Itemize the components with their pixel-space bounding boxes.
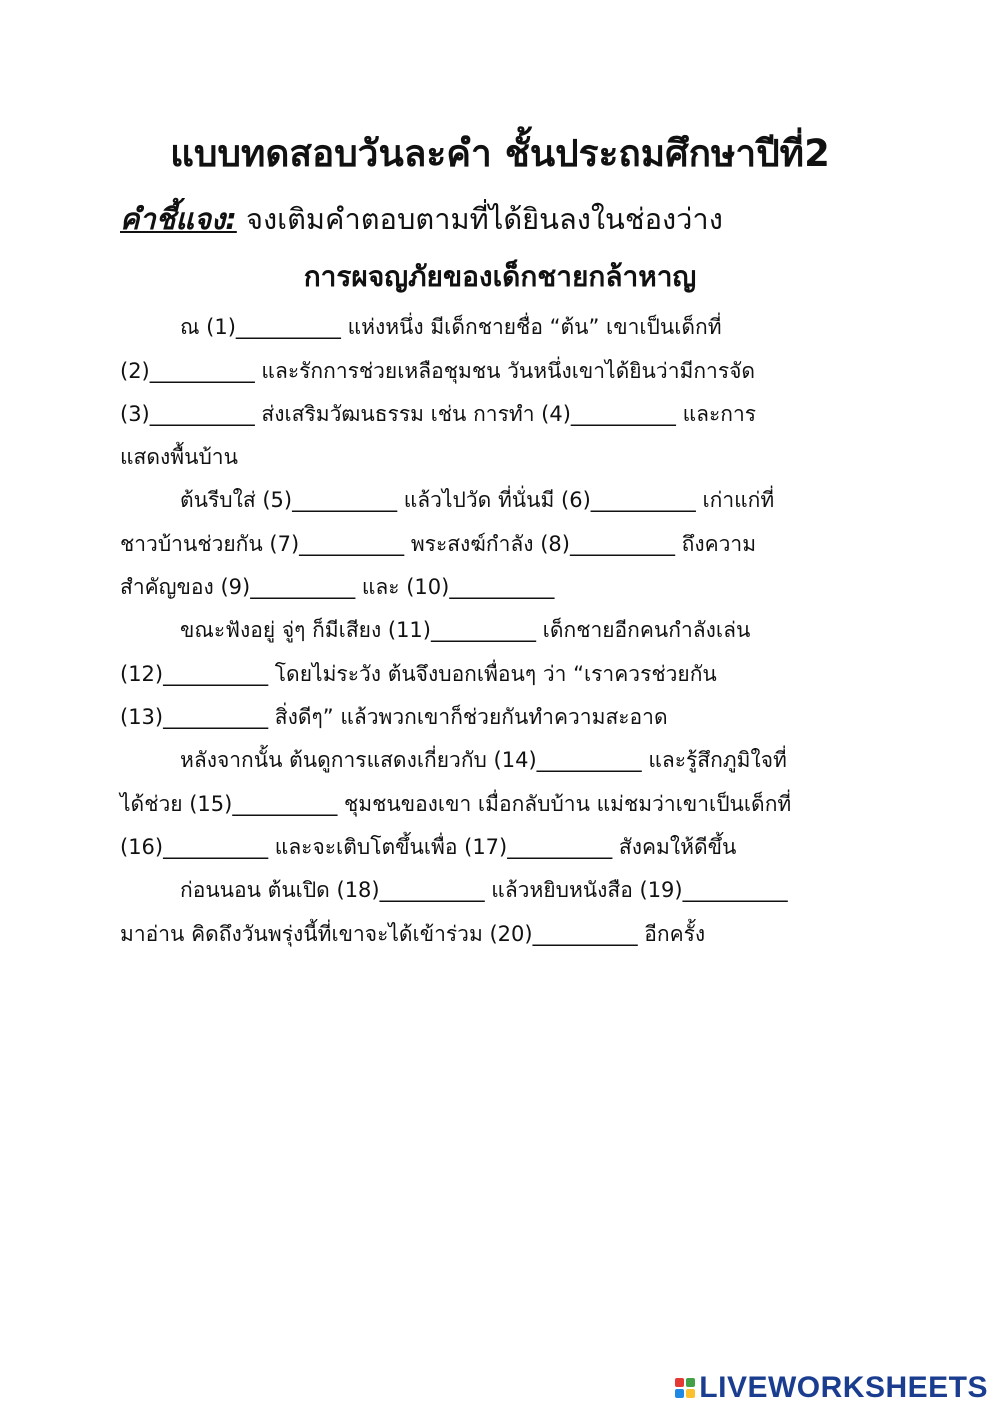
instruction-label: คำชี้แจง: xyxy=(120,202,237,236)
story-line: ณ (1)__________ แห่งหนึ่ง มีเด็กชายชื่อ “ต้น” เขาเป็นเด็กที่ xyxy=(180,315,722,339)
story-line: ชาวบ้านช่วยกัน (7)__________ พระสงฆ์กำลัง (8)__________ ถึงความ xyxy=(120,532,757,556)
story-line: (2)__________ และรักการช่วยเหลือชุมชน วันหนึ่งเขาได้ยินว่ามีการจัด xyxy=(120,359,756,383)
story-line: แสดงพื้นบ้าน xyxy=(120,445,238,469)
story-line: (12)__________ โดยไม่ระวัง ต้นจึงบอกเพื่อนๆ ว่า “เราควรช่วยกัน xyxy=(120,662,717,686)
story-line: หลังจากนั้น ต้นดูการแสดงเกี่ยวกับ (14)__________ และรู้สึกภูมิใจที่ xyxy=(180,748,787,772)
story-line: (13)__________ สิ่งดีๆ” แล้วพวกเขาก็ช่วยกันทำความสะอาด xyxy=(120,705,668,729)
instruction xyxy=(120,196,723,242)
footer-logo[interactable] xyxy=(675,1370,988,1406)
story-line: ก่อนนอน ต้นเปิด (18)__________ แล้วหยิบหนังสือ (19)__________ xyxy=(180,878,788,902)
story-line: (16)__________ และจะเติบโตขึ้นเพื่อ (17)__________ สังคมให้ดีขึ้น xyxy=(120,835,737,859)
story-title: การผจญภัยของเด็กชายกล้าหาญ xyxy=(303,260,697,293)
story-line: มาอ่าน คิดถึงวันพรุ่งนี้ที่เขาจะได้เข้าร่วม (20)__________ อีกครั้ง xyxy=(120,922,706,946)
worksheet-title: แบบทดสอบวันละคำ ชั้นประถมศึกษาปีที่2 xyxy=(170,132,830,175)
story-line: ต้นรีบใส่ (5)__________ แล้วไปวัด ที่นั่นมี (6)__________ เก่าแก่ที่ xyxy=(180,488,775,512)
story-line: ขณะฟังอยู่ จู่ๆ ก็มีเสียง (11)__________ เด็กชายอีกคนกำลังเล่น xyxy=(180,618,751,642)
instruction-text: จงเติมคำตอบตามที่ได้ยินลงในช่องว่าง xyxy=(236,202,723,236)
brand-name: LIVEWORKSHEETS xyxy=(699,1371,988,1404)
story-line: (3)__________ ส่งเสริมวัฒนธรรม เช่น การทำ (4)__________ และการ xyxy=(120,402,757,426)
story-line: สำคัญของ (9)__________ และ (10)__________ xyxy=(120,575,555,599)
liveworksheets-logo-icon xyxy=(675,1378,695,1398)
story-line: ได้ช่วย (15)__________ ชุมชนของเขา เมื่อกลับบ้าน แม่ชมว่าเขาเป็นเด็กที่ xyxy=(120,792,792,816)
